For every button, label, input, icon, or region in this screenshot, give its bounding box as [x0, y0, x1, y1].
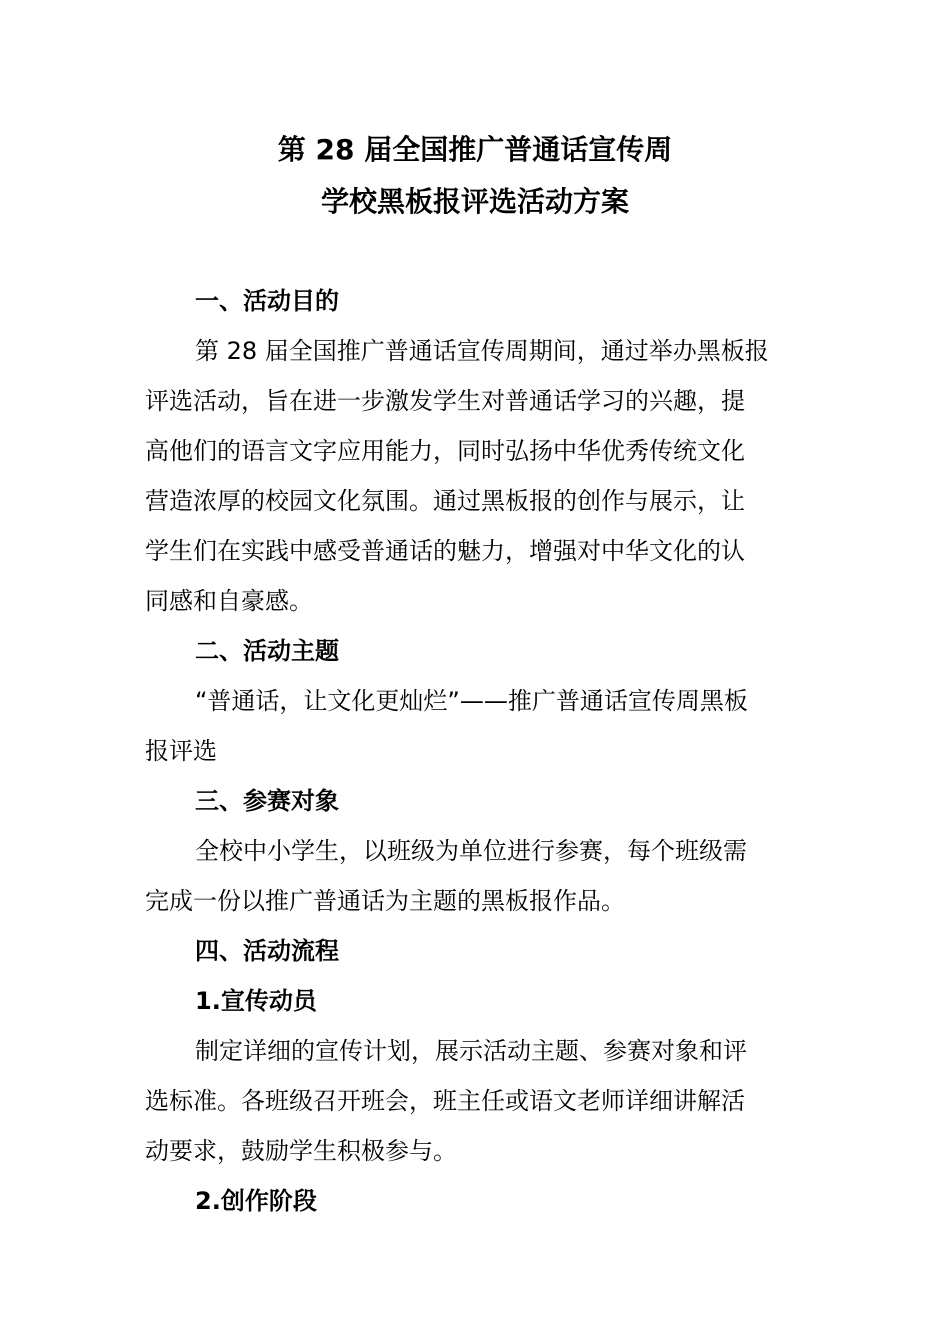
section-heading-theme: 二、活动主题 [195, 637, 339, 665]
document-title-line-1: 第 28 届全国推广普通话宣传周 [277, 133, 673, 166]
document-body [145, 276, 807, 1226]
section-heading-purpose: 一、活动目的 [195, 287, 339, 315]
paragraph-line: 营造浓厚的校园文化氛围。通过黑板报的创作与展示，让 [145, 487, 745, 515]
subsection-heading-creation: 2.创作阶段 [195, 1187, 317, 1215]
document-title-line-2: 学校黑板报评选活动方案 [320, 185, 629, 218]
section-heading-process: 四、活动流程 [195, 937, 339, 965]
paragraph-line: 制定详细的宣传计划，展示活动主题、参赛对象和评 [195, 1037, 747, 1065]
paragraph-line: 全校中小学生，以班级为单位进行参赛，每个班级需 [195, 837, 747, 865]
paragraph-line: 学生们在实践中感受普通话的魅力，增强对中华文化的认 [145, 537, 745, 565]
paragraph-purpose [145, 326, 807, 626]
subsection-heading-publicity: 1.宣传动员 [195, 987, 317, 1015]
paragraph-line: 评选活动，旨在进一步激发学生对普通话学习的兴趣，提 [145, 387, 745, 415]
paragraph-line: 选标准。各班级召开班会，班主任或语文老师详细讲解活 [145, 1087, 745, 1115]
paragraph-line: 动要求，鼓励学生积极参与。 [145, 1137, 457, 1165]
paragraph-line: 同感和自豪感。 [145, 587, 313, 615]
paragraph-line: 第 28 届全国推广普通话宣传周期间，通过举办黑板报 [195, 337, 769, 365]
paragraph-publicity [145, 1026, 807, 1176]
paragraph-theme [145, 676, 807, 776]
paragraph-line: “普通话，让文化更灿烂”——推广普通话宣传周黑板 [195, 687, 748, 715]
paragraph-line: 高他们的语言文字应用能力，同时弘扬中华优秀传统文化 [145, 437, 745, 465]
paragraph-participants [145, 826, 807, 926]
section-heading-participants: 三、参赛对象 [195, 787, 339, 815]
paragraph-line: 报评选 [145, 737, 217, 765]
paragraph-line: 完成一份以推广普通话为主题的黑板报作品。 [145, 887, 625, 915]
